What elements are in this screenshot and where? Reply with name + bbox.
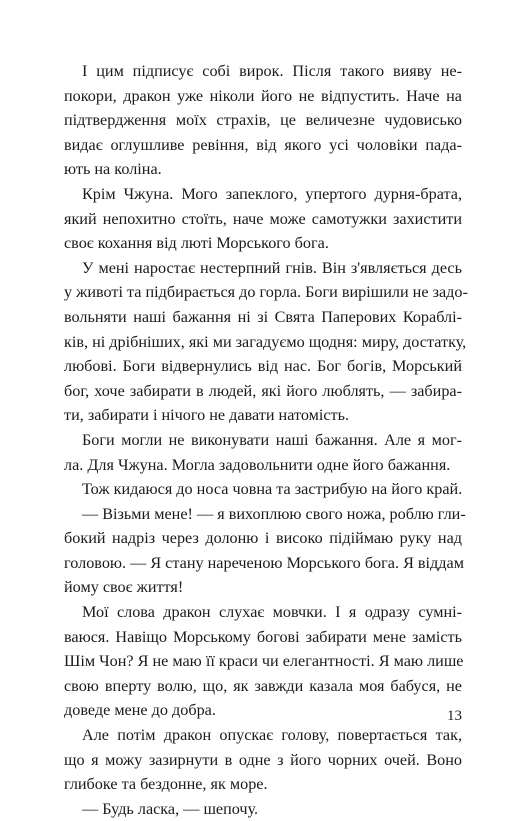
text-line: у животі та підбирається до горла. Боги вирішили не задо- — [64, 283, 468, 302]
text-line: Тож кидаюся до носа човна та застрибую на його край. — [82, 480, 463, 499]
text-line: ків, ні дрібніших, які ми загадуємо щодня: миру, достатку, — [64, 332, 467, 351]
text-line: Крім Чжуна. Мого запеклого, упертого дурня-брата, — [82, 184, 462, 203]
text-line: вольняти наші бажання ні зі Свята Паперових Кораблі- — [64, 307, 462, 326]
text-line: бог, хоче забирати в людей, які його люблять, — забира- — [64, 381, 462, 400]
text-line: Мої слова дракон слухає мовчки. І я одразу сумні- — [82, 603, 462, 622]
text-line: Але потім дракон опускає голову, повертається так, — [82, 726, 462, 745]
text-line: що я можу зазирнути в одне з його чорних очей. Воно — [64, 750, 462, 769]
text-line: У мені наростає нестерпний гнів. Він з'являється десь — [82, 258, 462, 277]
text-line: йому своє життя! — [64, 578, 184, 597]
text-line: доведе мене до добра. — [64, 701, 216, 720]
text-line: — Візьми мене! — я вихоплюю свого ножа, роблю гли- — [82, 504, 466, 523]
text-line: І цим підписує собі вирок. Після такого вияву не- — [82, 62, 462, 80]
text-line: свою вперту волю, що, як завжди казала моя бабуся, не — [64, 676, 462, 695]
text-line: видає оглушливе ревіння, від якого усі чоловіки пада- — [64, 135, 462, 154]
text-line: — Будь ласка, — шепочу. — [82, 799, 259, 818]
text-line: ваюся. Навіщо Морському богові забирати мене замість — [64, 627, 462, 646]
text-line: покори, дракон уже ніколи його не відпустить. Наче на — [64, 86, 462, 105]
text-line: ють на коліна. — [64, 160, 162, 179]
text-line: своє кохання від люті Морського бога. — [64, 234, 329, 253]
text-line: Боги могли не виконувати наші бажання. Але я мог- — [82, 430, 462, 449]
page-text — [64, 59, 468, 821]
text-line: який непохитно стоїть, наче може самотужки захистити — [64, 209, 462, 228]
text-line: ти, забирати і нічого не давати натомість. — [64, 406, 350, 425]
text-line: ла. Для Чжуна. Могла задовольнити одне його бажання. — [64, 455, 451, 474]
text-line: бокий надріз через долоню і високо підіймаю руку над — [64, 529, 462, 548]
text-line: підтвердження моїх страхів, це величезне чудовисько — [64, 111, 462, 130]
text-line: глибоке та бездонне, як море. — [64, 775, 268, 794]
text-line: Шім Чон? Я не маю її краси чи елегантності. Я маю лише — [64, 652, 464, 671]
text-line: головою. — Я стану нареченою Морського бога. Я віддам — [64, 553, 464, 572]
page-number: 13 — [447, 708, 462, 724]
text-line: любові. Боги відвернулись від нас. Бог богів, Морський — [64, 357, 462, 376]
